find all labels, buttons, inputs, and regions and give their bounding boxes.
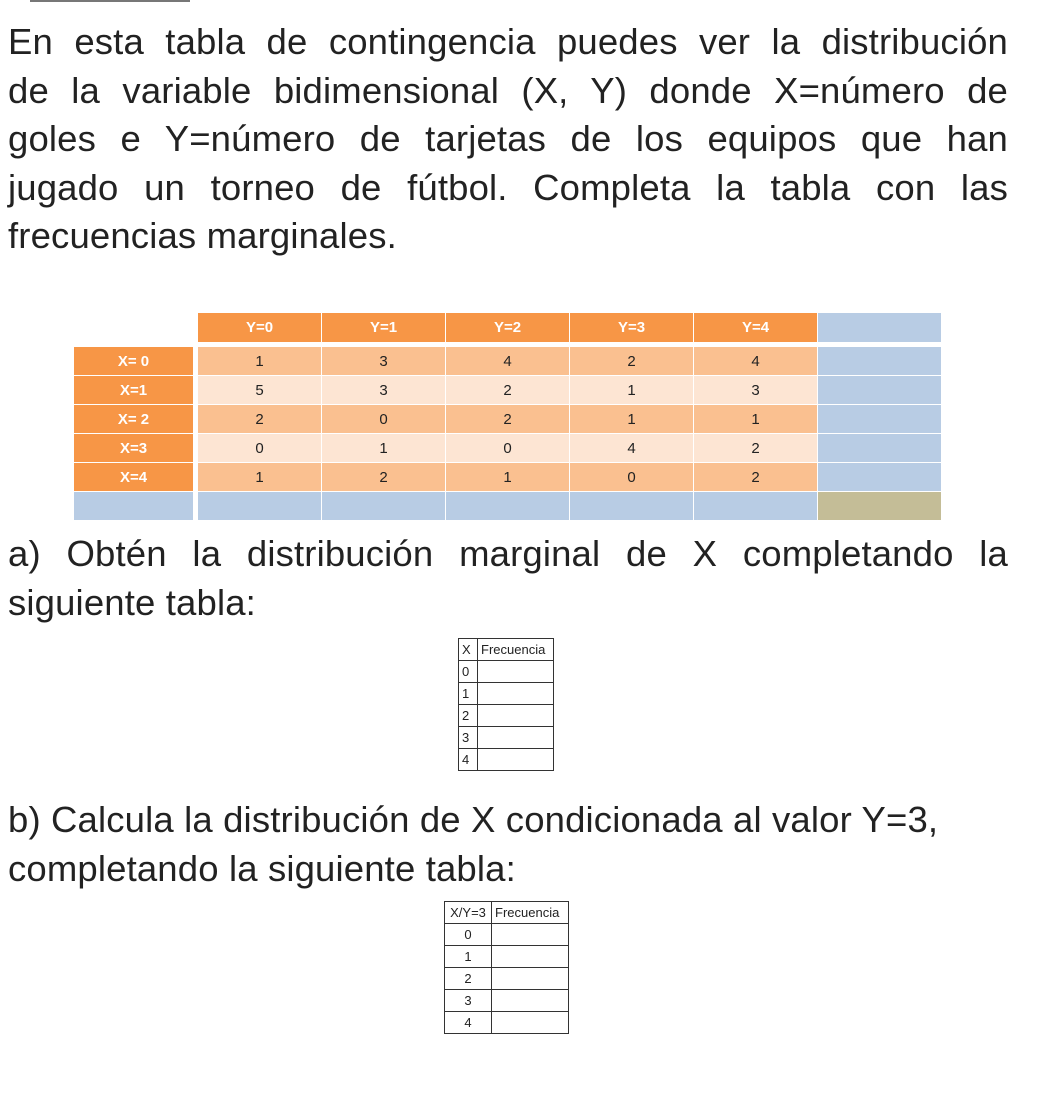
column-header: Y=4 (694, 313, 817, 342)
row-marginal-blank[interactable] (818, 463, 941, 491)
column-header: Y=1 (322, 313, 445, 342)
question-b-line: b) Calcula la distribución de X condicionada al valor Y=3, (8, 799, 939, 840)
frequency-blank[interactable] (478, 705, 554, 727)
frequency-cell: 1 (198, 347, 321, 375)
column-header: Y=0 (198, 313, 321, 342)
row-header: X=1 (74, 376, 193, 404)
frequency-cell: 0 (446, 434, 569, 462)
column-marginal-blank[interactable] (198, 492, 321, 520)
table-header-row (445, 902, 569, 924)
frequency-blank[interactable] (478, 661, 554, 683)
x-value: 1 (445, 946, 492, 968)
frequency-cell: 3 (694, 376, 817, 404)
table-row (459, 749, 554, 771)
intro-line: jugado un torneo de fútbol. Completa la tabla con las (8, 166, 1008, 208)
marginal-x-table (458, 638, 554, 771)
row-marginal-blank[interactable] (818, 405, 941, 433)
frequency-cell: 2 (198, 405, 321, 433)
intro-line: frecuencias marginales. (8, 215, 397, 256)
table-row (445, 946, 569, 968)
frequency-cell: 1 (446, 463, 569, 491)
column-header: Y=2 (446, 313, 569, 342)
table-header-row (459, 639, 554, 661)
x-value: 1 (459, 683, 478, 705)
table-row (459, 661, 554, 683)
frequency-cell: 4 (694, 347, 817, 375)
table-row (445, 1012, 569, 1034)
frequency-cell: 3 (322, 347, 445, 375)
frequency-cell: 1 (694, 405, 817, 433)
frequency-cell: 1 (322, 434, 445, 462)
x-value: 3 (445, 990, 492, 1012)
column-marginal-blank[interactable] (570, 492, 693, 520)
table-row (445, 924, 569, 946)
contingency-table (74, 313, 941, 520)
frequency-blank[interactable] (492, 1012, 569, 1034)
x-value: 4 (459, 749, 478, 771)
question-a-line: a) Obtén la distribución marginal de X completando la (8, 533, 1008, 574)
row-header: X= 2 (74, 405, 193, 433)
row-marginal-blank[interactable] (818, 434, 941, 462)
row-header: X=4 (74, 463, 193, 491)
total-blank[interactable] (818, 492, 941, 520)
table-row (459, 705, 554, 727)
header-cell-x: X (459, 639, 478, 661)
question-a-line: siguiente tabla: (8, 581, 256, 623)
frequency-blank[interactable] (478, 683, 554, 705)
frequency-cell: 2 (322, 463, 445, 491)
frequency-cell: 5 (198, 376, 321, 404)
table-row (459, 727, 554, 749)
column-marginal-blank[interactable] (322, 492, 445, 520)
intro-line: goles e Y=número de tarjetas de los equipos que han (8, 118, 1008, 159)
frequency-cell: 2 (694, 463, 817, 491)
frequency-cell: 0 (322, 405, 445, 433)
column-marginal-blank[interactable] (446, 492, 569, 520)
frequency-cell: 2 (694, 434, 817, 462)
table-row (445, 990, 569, 1012)
intro-line: En esta tabla de contingencia puedes ver la distribución (8, 21, 1008, 62)
frequency-blank[interactable] (478, 727, 554, 749)
frequency-cell: 0 (570, 463, 693, 491)
frequency-blank[interactable] (492, 924, 569, 946)
row-marginal-blank[interactable] (818, 376, 941, 404)
frequency-cell: 0 (198, 434, 321, 462)
frequency-cell: 1 (570, 405, 693, 433)
table-row (459, 683, 554, 705)
intro-line: de la variable bidimensional (X, Y) donde X=número de (8, 69, 1008, 111)
question-a (8, 530, 1008, 627)
row-marginal-blank[interactable] (818, 347, 941, 375)
header-cell-frequency: Frecuencia (492, 902, 569, 924)
frequency-blank[interactable] (492, 968, 569, 990)
frequency-cell: 4 (570, 434, 693, 462)
frequency-cell: 2 (446, 405, 569, 433)
header-cell-xy: X/Y=3 (445, 902, 492, 924)
frequency-cell: 2 (570, 347, 693, 375)
frequency-cell: 1 (570, 376, 693, 404)
x-value: 4 (445, 1012, 492, 1034)
x-value: 3 (459, 727, 478, 749)
intro-paragraph (8, 18, 1008, 261)
question-b-line: completando la siguiente tabla: (8, 847, 516, 889)
marginal-header-blank[interactable] (818, 313, 941, 342)
frequency-blank[interactable] (492, 990, 569, 1012)
row-header: X= 0 (74, 347, 193, 375)
frequency-cell: 4 (446, 347, 569, 375)
frequency-cell: 3 (322, 376, 445, 404)
x-value: 2 (459, 705, 478, 727)
frequency-blank[interactable] (478, 749, 554, 771)
column-marginal-blank[interactable] (694, 492, 817, 520)
row-header: X=3 (74, 434, 193, 462)
column-header: Y=3 (570, 313, 693, 342)
question-b (8, 796, 1038, 893)
frequency-cell: 1 (198, 463, 321, 491)
column-marginal-blank[interactable] (74, 492, 193, 520)
frequency-blank[interactable] (492, 946, 569, 968)
conditional-x-table (444, 901, 569, 1034)
header-cell-frequency: Frecuencia (478, 639, 554, 661)
table-row (445, 968, 569, 990)
x-value: 2 (445, 968, 492, 990)
top-rule (30, 0, 190, 2)
x-value: 0 (445, 924, 492, 946)
x-value: 0 (459, 661, 478, 683)
frequency-cell: 2 (446, 376, 569, 404)
